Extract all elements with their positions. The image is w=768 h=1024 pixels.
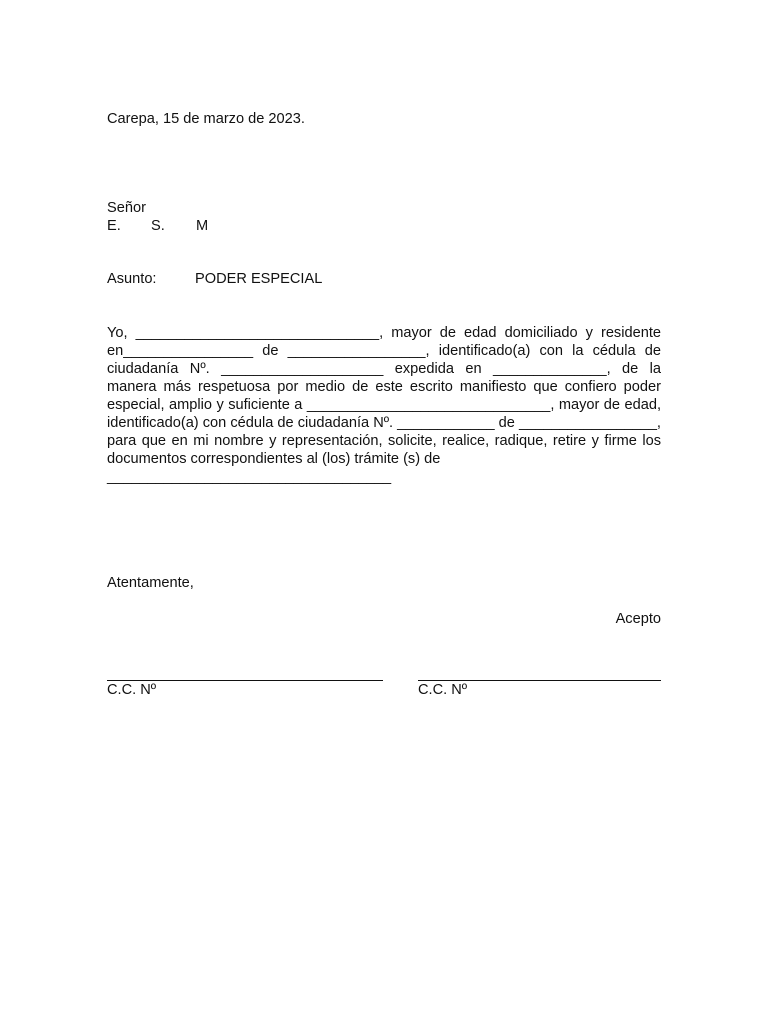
signature-id-label-attorney: C.C. Nº <box>418 682 468 698</box>
recipient-abbr-e: E. <box>107 218 121 234</box>
signature-id-label-grantor: C.C. Nº <box>107 682 157 698</box>
closing-text: Atentamente, <box>107 575 194 591</box>
recipient-abbr-m: M <box>196 218 209 234</box>
subject-value: PODER ESPECIAL <box>195 271 323 287</box>
recipient-block <box>107 199 208 235</box>
date-line: Carepa, 15 de marzo de 2023. <box>107 111 305 127</box>
subject-line <box>107 270 322 288</box>
body-paragraph-last-line: ___________________________________ <box>107 469 392 485</box>
recipient-abbreviation <box>107 217 208 235</box>
body-paragraph-text: Yo, ______________________________, mayor de edad domiciliado y residente en________________ de _________________, identificado(a) con la cédula de ciudadanía Nº. ____________________ expedida en ______________, de la manera más respetuosa por medio de este escrito manifiesto que confiero poder especial, amplio y suficiente a ______________________________, mayor de edad, identificado(a) con cédula de ciudadanía Nº. ____________ de _________________, para que en mi nombre y representación, solicite, realice, radique, retire y firme los documentos correspondientes al (los) trámite (s) de <box>107 325 661 467</box>
recipient-abbr-s: S. <box>151 218 165 234</box>
recipient-salutation: Señor <box>107 200 146 216</box>
subject-label: Asunto: <box>107 271 157 287</box>
body-paragraph <box>107 324 661 486</box>
acceptance-text: Acepto <box>615 611 661 627</box>
